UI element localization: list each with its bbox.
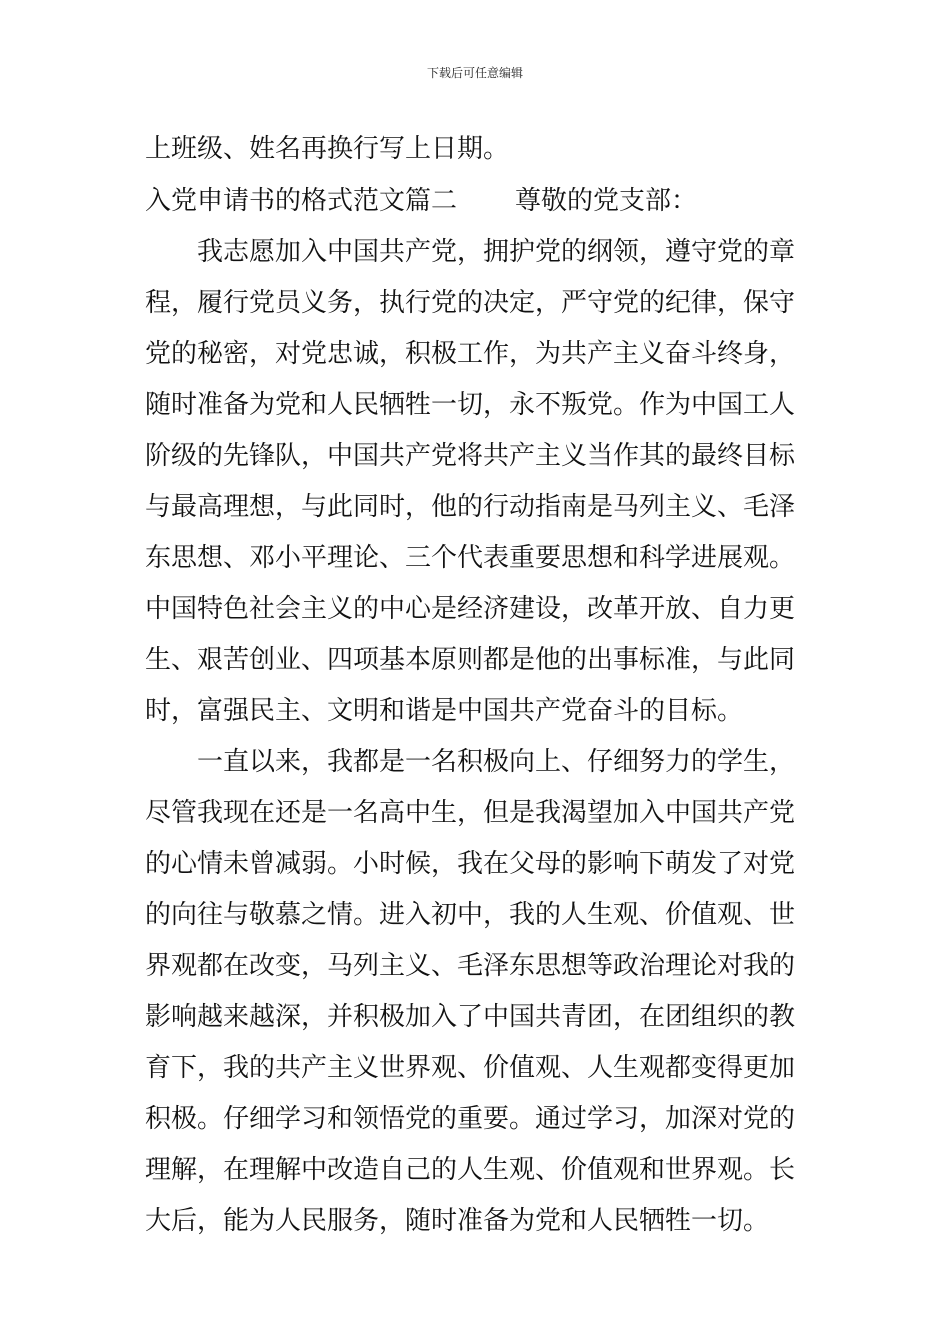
paragraph-line: 与最高理想，与此同时，他的行动指南是马列主义、毛泽 bbox=[145, 492, 796, 522]
text-line: 上班级、姓名再换行写上日期。 bbox=[145, 134, 510, 164]
paragraph-line: 理解，在理解中改造自己的人生观、价值观和世界观。长 bbox=[145, 1155, 796, 1185]
paragraph-line: 尽管我现在还是一名高中生，但是我渴望加入中国共产党 bbox=[145, 798, 796, 828]
paragraph-line: 育下，我的共产主义世界观、价值观、人生观都变得更加 bbox=[145, 1053, 796, 1083]
paragraph-line: 随时准备为党和人民牺牲一切，永不叛党。作为中国工人 bbox=[145, 390, 796, 420]
section-title: 入党申请书的格式范文篇二 bbox=[145, 186, 458, 216]
paragraph-line: 东思想、邓小平理论、三个代表重要思想和科学进展观。 bbox=[145, 543, 796, 573]
paragraph-line: 党的秘密，对党忠诚，积极工作，为共产主义奋斗终身， bbox=[145, 339, 796, 369]
paragraph-line: 我志愿加入中国共产党，拥护党的纲领，遵守党的章 bbox=[197, 237, 796, 267]
paragraph-line: 程，履行党员义务，执行党的决定，严守党的纪律，保守 bbox=[145, 288, 796, 318]
paragraph-line: 时，富强民主、文明和谐是中国共产党奋斗的目标。 bbox=[145, 696, 744, 726]
paragraph-line: 的心情未曾减弱。小时候，我在父母的影响下萌发了对党 bbox=[145, 849, 796, 879]
paragraph-line: 影响越来越深，并积极加入了中国共青团，在团组织的教 bbox=[145, 1002, 796, 1032]
paragraph-line: 阶级的先锋队，中国共产党将共产主义当作其的最终目标 bbox=[145, 441, 796, 471]
paragraph-line: 一直以来，我都是一名积极向上、仔细努力的学生， bbox=[197, 747, 796, 777]
paragraph-line: 生、艰苦创业、四项基本原则都是他的出事标准，与此同 bbox=[145, 645, 796, 675]
paragraph-line: 大后，能为人民服务，随时准备为党和人民牺牲一切。 bbox=[145, 1206, 770, 1236]
paragraph-line: 积极。仔细学习和领悟党的重要。通过学习，加深对党的 bbox=[145, 1104, 796, 1134]
paragraph-line: 界观都在改变，马列主义、毛泽东思想等政治理论对我的 bbox=[145, 951, 796, 981]
page-header-note: 下载后可任意编辑 bbox=[426, 66, 523, 80]
paragraph-line: 的向往与敬慕之情。进入初中，我的人生观、价值观、世 bbox=[145, 900, 796, 930]
salutation: 尊敬的党支部： bbox=[515, 186, 698, 216]
paragraph-line: 中国特色社会主义的中心是经济建设，改革开放、自力更 bbox=[145, 594, 796, 624]
section-heading-line bbox=[145, 186, 825, 216]
